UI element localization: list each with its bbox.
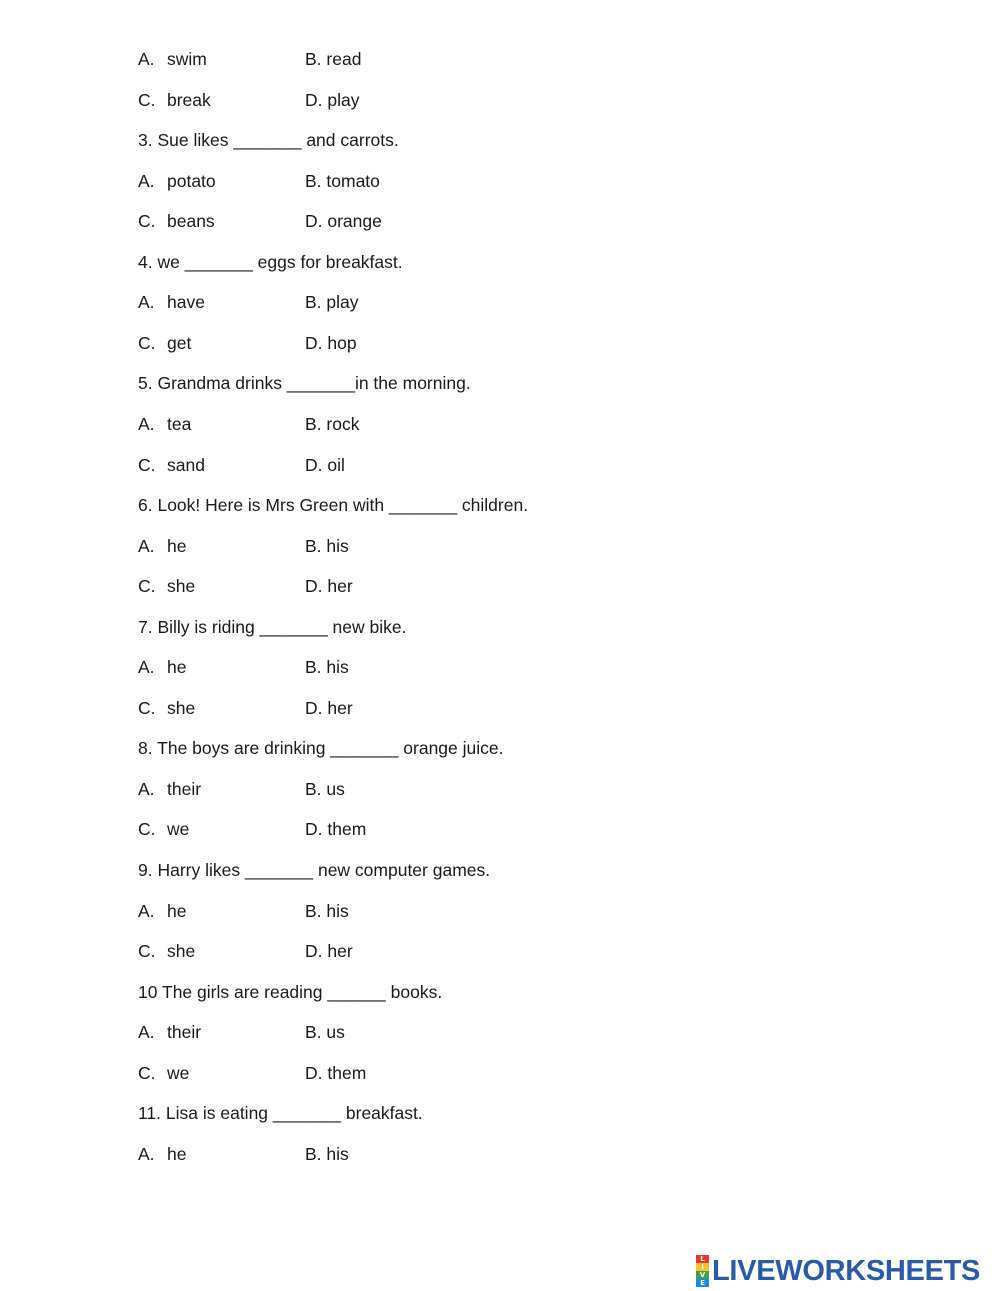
option-word: he bbox=[167, 536, 187, 556]
answer-option-right: B. his bbox=[305, 536, 349, 556]
answer-option-left bbox=[138, 816, 189, 842]
answer-option-right: B. read bbox=[305, 49, 362, 69]
question-text: 9. Harry likes _______ new computer games. bbox=[138, 860, 491, 880]
answer-option-right: B. his bbox=[305, 657, 349, 677]
option-word: he bbox=[167, 657, 187, 677]
question-text: 8. The boys are drinking _______ orange juice. bbox=[138, 738, 504, 758]
answer-option-right: B. his bbox=[305, 1144, 349, 1164]
answer-option-left bbox=[138, 695, 195, 721]
answer-option-left bbox=[138, 208, 215, 234]
option-word: we bbox=[167, 1063, 190, 1083]
option-letter: C. bbox=[138, 576, 156, 596]
option-letter: A. bbox=[138, 49, 155, 69]
answer-option-right: B. tomato bbox=[305, 171, 380, 191]
option-letter: C. bbox=[138, 941, 156, 961]
option-letter: C. bbox=[138, 90, 156, 110]
answer-option-left bbox=[138, 452, 205, 478]
question-text: 4. we _______ eggs for breakfast. bbox=[138, 252, 403, 272]
option-letter: C. bbox=[138, 819, 156, 839]
answer-option-left bbox=[138, 898, 186, 924]
option-word: beans bbox=[167, 211, 215, 231]
option-letter: C. bbox=[138, 698, 156, 718]
answer-option-right: D. them bbox=[305, 819, 367, 839]
answer-option-right: B. his bbox=[305, 901, 349, 921]
liveworksheets-logo-icon bbox=[696, 1255, 709, 1287]
option-word: sand bbox=[167, 455, 205, 475]
liveworksheets-logo bbox=[696, 1254, 980, 1288]
option-word: their bbox=[167, 1022, 202, 1042]
question-text: 5. Grandma drinks _______in the morning. bbox=[138, 373, 471, 393]
option-letter: C. bbox=[138, 333, 156, 353]
option-word: their bbox=[167, 779, 202, 799]
answer-option-left bbox=[138, 1141, 186, 1167]
answer-option-left bbox=[138, 1060, 189, 1086]
option-word: have bbox=[167, 292, 205, 312]
option-word: she bbox=[167, 698, 196, 718]
logo-letter-v: V bbox=[696, 1271, 709, 1279]
answer-option-left bbox=[138, 168, 216, 194]
logo-letter-i: I bbox=[696, 1263, 709, 1271]
answer-option-right: D. oil bbox=[305, 455, 345, 475]
answer-option-left bbox=[138, 533, 186, 559]
answer-option-left bbox=[138, 938, 195, 964]
option-letter: C. bbox=[138, 211, 156, 231]
answer-option-left bbox=[138, 87, 211, 113]
option-letter: A. bbox=[138, 1144, 155, 1164]
answer-option-left bbox=[138, 776, 201, 802]
option-word: she bbox=[167, 941, 196, 961]
option-word: potato bbox=[167, 171, 216, 191]
option-letter: A. bbox=[138, 1022, 155, 1042]
option-letter: C. bbox=[138, 1063, 156, 1083]
option-word: he bbox=[167, 901, 187, 921]
question-text: 11. Lisa is eating _______ breakfast. bbox=[138, 1103, 423, 1123]
answer-option-right: D. orange bbox=[305, 211, 382, 231]
question-text: 6. Look! Here is Mrs Green with _______ children. bbox=[138, 495, 529, 515]
question-text: 3. Sue likes _______ and carrots. bbox=[138, 130, 399, 150]
option-word: he bbox=[167, 1144, 187, 1164]
option-word: break bbox=[167, 90, 211, 110]
option-letter: A. bbox=[138, 901, 155, 921]
answer-option-right: D. them bbox=[305, 1063, 367, 1083]
answer-option-right: D. her bbox=[305, 941, 353, 961]
answer-option-left bbox=[138, 46, 207, 72]
answer-option-right: B. us bbox=[305, 779, 345, 799]
option-letter: A. bbox=[138, 171, 155, 191]
answer-option-left bbox=[138, 330, 191, 356]
question-text: 10 The girls are reading ______ books. bbox=[138, 982, 443, 1002]
answer-option-right: B. rock bbox=[305, 414, 360, 434]
answer-option-right: B. us bbox=[305, 1022, 345, 1042]
option-word: we bbox=[167, 819, 190, 839]
question-text: 7. Billy is riding _______ new bike. bbox=[138, 617, 407, 637]
option-word: get bbox=[167, 333, 192, 353]
option-word: tea bbox=[167, 414, 192, 434]
brand-text: LIVEWORKSHEETS bbox=[712, 1255, 981, 1287]
logo-letter-l: L bbox=[696, 1255, 709, 1263]
option-letter: A. bbox=[138, 414, 155, 434]
answer-option-right: D. play bbox=[305, 90, 360, 110]
answer-option-right: D. her bbox=[305, 698, 353, 718]
logo-letter-e: E bbox=[696, 1279, 709, 1287]
answer-option-left bbox=[138, 573, 195, 599]
option-letter: A. bbox=[138, 292, 155, 312]
option-letter: A. bbox=[138, 536, 155, 556]
answer-option-right: D. hop bbox=[305, 333, 357, 353]
answer-option-left bbox=[138, 654, 186, 680]
answer-option-left bbox=[138, 1019, 201, 1045]
option-letter: A. bbox=[138, 657, 155, 677]
answer-option-left bbox=[138, 289, 205, 315]
answer-option-right: B. play bbox=[305, 292, 359, 312]
option-letter: A. bbox=[138, 779, 155, 799]
answer-option-right: D. her bbox=[305, 576, 353, 596]
option-letter: C. bbox=[138, 455, 156, 475]
answer-option-left bbox=[138, 411, 191, 437]
option-word: she bbox=[167, 576, 196, 596]
option-word: swim bbox=[167, 49, 207, 69]
